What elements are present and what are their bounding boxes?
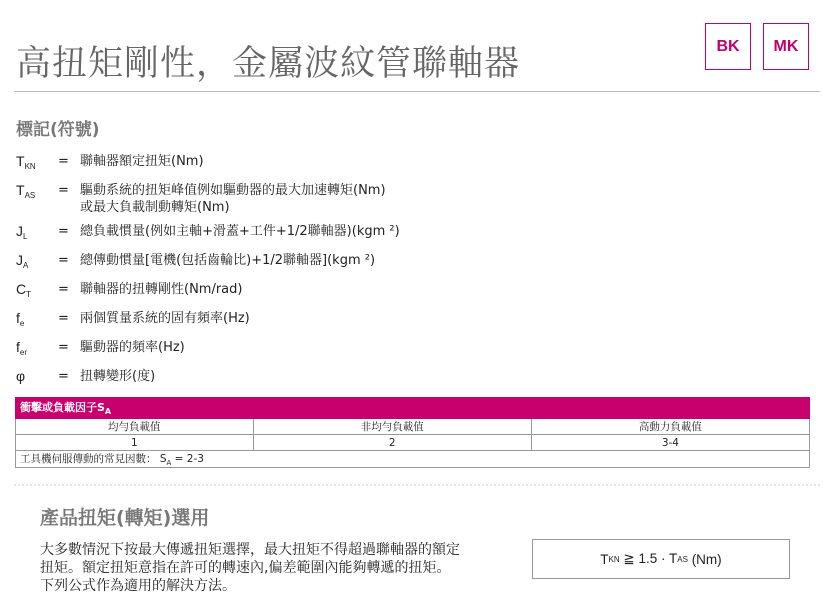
symbol-subscript: A xyxy=(23,261,29,270)
equals-sign: = xyxy=(58,183,69,198)
symbol-description: 扭轉變形(度) xyxy=(80,369,156,384)
symbol-description: 聯軸器的扭轉剛性(Nm/rad) xyxy=(80,282,243,297)
formula-lhs: T xyxy=(600,551,609,567)
symbol-description: 兩個質量系統的固有頻率(Hz) xyxy=(80,311,250,326)
symbol-subscript: T xyxy=(26,290,32,299)
equals-sign: = xyxy=(58,253,69,268)
symbol-row-fe xyxy=(16,310,576,332)
equals-sign: = xyxy=(58,282,69,297)
symbol-description: 總傳動慣量[電機(包括齒輪比)+1/2聯軸器](kgm ²) xyxy=(80,253,376,268)
symbol: T xyxy=(16,182,25,198)
note-value: = 2-3 xyxy=(171,453,204,465)
symbol: J xyxy=(16,223,23,239)
symbol: C xyxy=(16,281,27,297)
table-cell: 1 xyxy=(16,435,254,451)
symbol-row-tkn xyxy=(16,153,576,175)
table-row xyxy=(16,451,810,468)
table-title-subscript: A xyxy=(104,407,112,417)
symbol-subscript: L xyxy=(23,232,28,241)
symbol-subscript: AS xyxy=(24,191,36,200)
equals-sign: = xyxy=(58,154,69,169)
symbol-description: 驅動器的頻率(Hz) xyxy=(80,340,185,355)
title-divider xyxy=(14,91,820,92)
symbol-row-tas xyxy=(16,182,576,216)
table-row xyxy=(16,435,810,451)
page-title: 高扭矩剛性，金屬波紋管聯軸器 xyxy=(16,44,521,84)
formula-rhs-subscript: AS xyxy=(677,554,688,564)
symbol-description: 總負載慣量(例如主軸+滑蓋+工件+1/2聯軸器)(kgm ²) xyxy=(80,224,400,239)
symbol: f xyxy=(16,310,20,326)
symbol-description: 驅動系統的扭矩峰值例如驅動器的最大加速轉矩(Nm) xyxy=(80,183,386,198)
symbol-row-fer xyxy=(16,339,576,361)
formula-unit: (Nm) xyxy=(687,551,722,567)
symbol-description: 聯軸器額定扭矩(Nm) xyxy=(80,154,204,169)
symbol-subscript: KN xyxy=(24,162,36,171)
equals-sign: = xyxy=(58,224,69,239)
symbol-subscript: e xyxy=(19,319,25,328)
table-header xyxy=(16,398,810,419)
symbol: J xyxy=(16,252,23,268)
column-header: 非均勻負載值 xyxy=(253,419,531,435)
shock-factor-table xyxy=(15,397,810,468)
symbol-row-phi xyxy=(16,368,576,385)
torque-formula xyxy=(532,539,790,579)
selection-body: 大多數情況下按最大傳遞扭矩選擇，最大扭矩不得超過聯軸器的額定扭矩。額定扭矩意指在許可的轉速內,偏差範圍內能夠轉遞的扭矩。下列公式作為適用的解決方法。 xyxy=(40,542,460,594)
series-tag-bk: BK xyxy=(705,23,751,70)
note-text: 工具機伺服傳動的常見因數： S xyxy=(20,453,167,465)
table-row xyxy=(16,419,810,435)
table-cell: 3-4 xyxy=(531,435,809,451)
column-header: 高動力負載值 xyxy=(531,419,809,435)
column-header: 均勻負載值 xyxy=(16,419,254,435)
formula-operator: ≧ 1.5 · T xyxy=(619,551,678,566)
equals-sign: = xyxy=(58,311,69,326)
symbol-subscript: er xyxy=(19,348,28,357)
symbols-list xyxy=(16,153,576,392)
table-note xyxy=(16,451,810,468)
selection-heading: 產品扭矩(轉矩)選用 xyxy=(40,507,210,529)
symbols-heading: 標記(符號) xyxy=(16,120,100,140)
symbol-row-ct xyxy=(16,281,576,303)
symbol-row-ja xyxy=(16,252,576,274)
symbol: φ xyxy=(16,368,26,384)
equals-sign: = xyxy=(58,369,69,384)
symbol: f xyxy=(16,339,20,355)
symbol: T xyxy=(16,153,25,169)
note-subscript: A xyxy=(166,459,172,468)
table-cell: 2 xyxy=(253,435,531,451)
equals-sign: = xyxy=(58,340,69,355)
formula-lhs-subscript: KN xyxy=(608,554,620,564)
symbol-description-line2: 或最大負載制動轉矩(Nm) xyxy=(80,200,230,215)
dotted-divider xyxy=(14,484,820,486)
series-tag-mk: MK xyxy=(763,23,809,70)
symbol-row-jl xyxy=(16,223,576,245)
table-title: 衝擊或負載因子S xyxy=(20,401,105,415)
